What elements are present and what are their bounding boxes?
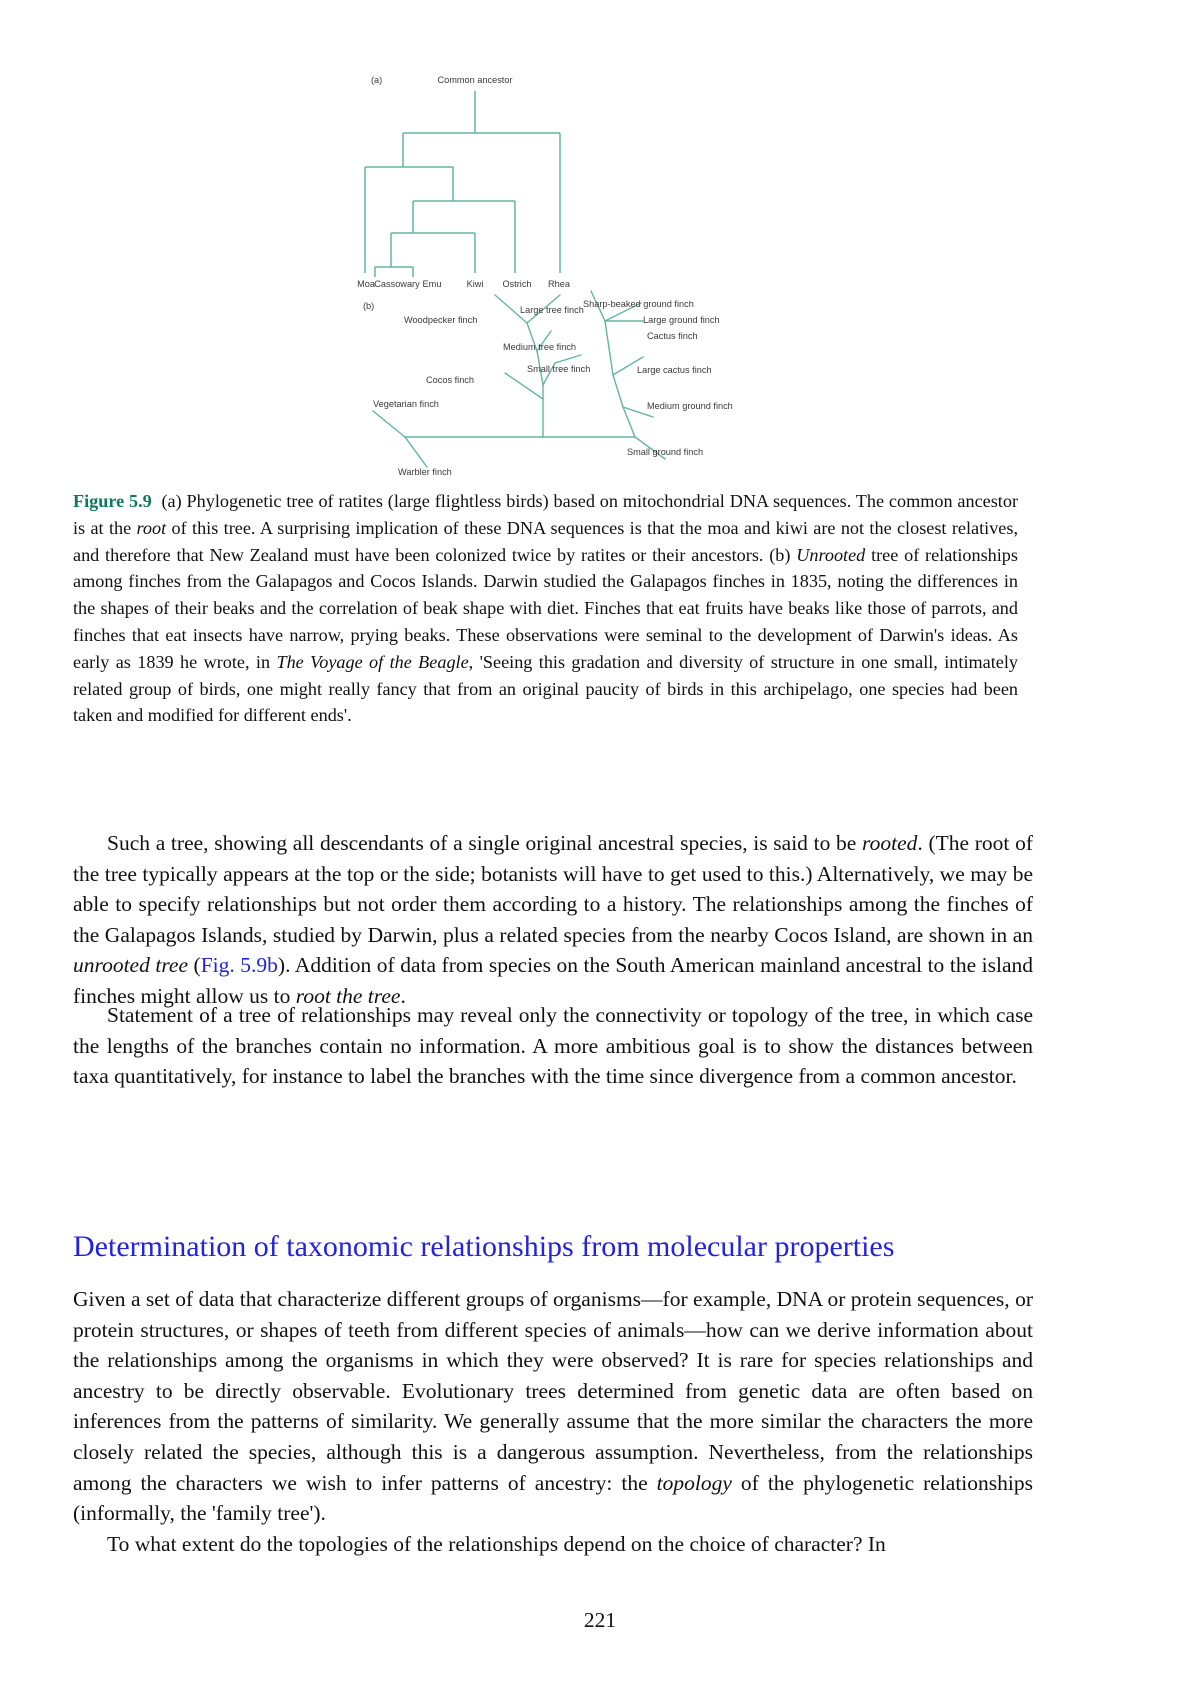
leaf-label-small-tree-finch: Small tree finch: [527, 364, 591, 374]
figure-caption: [73, 488, 1018, 729]
p1-text-4: ). Addition of data from species on the South American mainland ancestral to the island finches might allow us to: [73, 953, 1033, 1008]
leaf-label-emu: Emu: [422, 279, 442, 289]
p3-text-1: Given a set of data that characterize different groups of organisms—for example, DNA or protein sequences, or protein structures, or shapes of teeth from different species of animals—how can we derive information about the relationships among the organisms in which they were observed? It is rare for species relationships and ancestry to be directly observable. Evolutionary trees determined from genetic data are often based on inferences from the patterns of similarity. We generally assume that the more similar the characters the more closely related the species, although this is a dangerous assumption. Nevertheless, from the relationships among the characters we wish to infer patterns of ancestry: the: [73, 1287, 1033, 1495]
p1-text-3: (: [188, 953, 201, 978]
figure-5-9: [355, 55, 755, 475]
figure-caption-text-1: (a) Phylogenetic tree of ratites (large flightless birds) based on mitochondrial DNA sequences. The common ancestor is at the: [73, 491, 1018, 538]
body-paragraph-4: To what extent do the topologies of the relationships depend on the choice of character? In: [107, 1531, 886, 1556]
leaf-label-sharp-beaked-ground-finch: Sharp-beaked ground finch: [583, 299, 694, 309]
leaf-label-rhea: Rhea: [548, 279, 570, 289]
leaf-label-woodpecker-finch: Woodpecker finch: [404, 315, 478, 325]
figure-caption-italic-voyage: The Voyage of the Beagle: [276, 651, 469, 672]
figure-caption-text-3: tree of relationships among finches from the Galapagos and Cocos Islands. Darwin studied the Galapagos finches in 1835, noting the differences in the shapes of their beaks and the correlation of beak shape with diet. Finches that eat fruits have beaks like those of parrots, and finches that eat insects have narrow, prying beaks. These observations were seminal to the development of Darwin's ideas. As early as 1839 he wrote, in: [73, 544, 1018, 672]
panel-a-tag: (a): [371, 75, 383, 85]
leaf-label-cocos-finch: Cocos finch: [426, 375, 475, 385]
leaf-label-moa: Moa: [357, 279, 375, 289]
p1-italic-root-the-tree: root the tree: [295, 983, 401, 1008]
body-paragraph-3: [73, 1284, 1033, 1529]
leaf-label-large-cactus-finch: Large cactus finch: [637, 365, 712, 375]
body-paragraph-1: [73, 828, 1033, 1012]
panel-a-branches: [365, 91, 560, 277]
figure-cross-reference-link[interactable]: Fig. 5.9b: [200, 953, 278, 978]
phylogenetic-trees-svg: [355, 55, 755, 475]
leaf-label-medium-tree-finch: Medium tree finch: [503, 342, 577, 352]
leaf-label-warbler-finch: Warbler finch: [398, 467, 452, 475]
leaf-label-large-tree-finch: Large tree finch: [520, 305, 584, 315]
panel-a-group: [357, 75, 571, 289]
figure-caption-text-4: , 'Seeing this gradation and diversity of structure in one small, intimately related group of birds, one might really fancy that from an original paucity of birds in this archipelago, one species had been taken and modified for different ends'.: [73, 651, 1018, 726]
leaf-label-cassowary: Cassowary: [374, 279, 420, 289]
page-number: 221: [583, 1608, 617, 1632]
figure-caption-label: Figure 5.9: [73, 491, 152, 511]
panel-b-leaf-labels: [373, 299, 733, 475]
panel-b-tag: (b): [363, 301, 375, 311]
leaf-label-large-ground-finch: Large ground finch: [643, 315, 720, 325]
figure-caption-italic-root: root: [136, 517, 167, 538]
p1-italic-unrooted-tree: unrooted tree: [73, 953, 188, 978]
p1-text-1: Such a tree, showing all descendants of a single original ancestral species, is said to be: [107, 831, 863, 855]
p1-text-2: . (The root of the tree typically appears at the top or the side; botanists will have to get used to this.) Alternatively, we may be able to specify relationships but not order them according to a history. The relationships among the finches of the Galapagos Islands, studied by Darwin, plus a related species from the nearby Cocos Island, are shown in an: [73, 831, 1033, 947]
leaf-label-ostrich: Ostrich: [502, 279, 532, 289]
p1-italic-rooted: rooted: [862, 831, 918, 855]
body-paragraph-2: Statement of a tree of relationships may reveal only the connectivity or topology of the tree, in which case the lengths of the branches contain no information. A more ambitious goal is to show the distances between taxa quantitatively, for instance to label the branches with the time since divergence from a common ancestor.: [73, 1003, 1033, 1089]
leaf-label-small-ground-finch: Small ground finch: [627, 447, 704, 457]
leaf-label-cactus-finch: Cactus finch: [647, 331, 698, 341]
panel-a-leaf-labels: [357, 279, 571, 289]
p3-italic-topology: topology: [656, 1470, 732, 1495]
leaf-label-kiwi: Kiwi: [466, 279, 484, 289]
body-paragraph-2-container: [73, 1000, 1033, 1092]
p1-text-5: .: [400, 983, 406, 1008]
body-paragraph-1-container: [73, 828, 1033, 1012]
figure-caption-text-2: of this tree. A surprising implication of these DNA sequences is that the moa and kiwi are not the closest relatives, and therefore that New Zealand must have been colonized twice by ratites or their ancestors. (b): [73, 517, 1018, 565]
common-ancestor-label: Common ancestor: [437, 75, 513, 85]
section-heading: Determination of taxonomic relationships from molecular properties: [73, 1230, 895, 1263]
p3-text-2: of the phylogenetic relationships (informally, the 'family tree').: [73, 1470, 1033, 1526]
leaf-label-medium-ground-finch: Medium ground finch: [647, 401, 733, 411]
leaf-label-vegetarian-finch: Vegetarian finch: [373, 399, 439, 409]
panel-b-group: [363, 291, 733, 475]
figure-caption-italic-unrooted: Unrooted: [796, 544, 866, 565]
body-paragraph-3-container: [73, 1284, 1033, 1559]
